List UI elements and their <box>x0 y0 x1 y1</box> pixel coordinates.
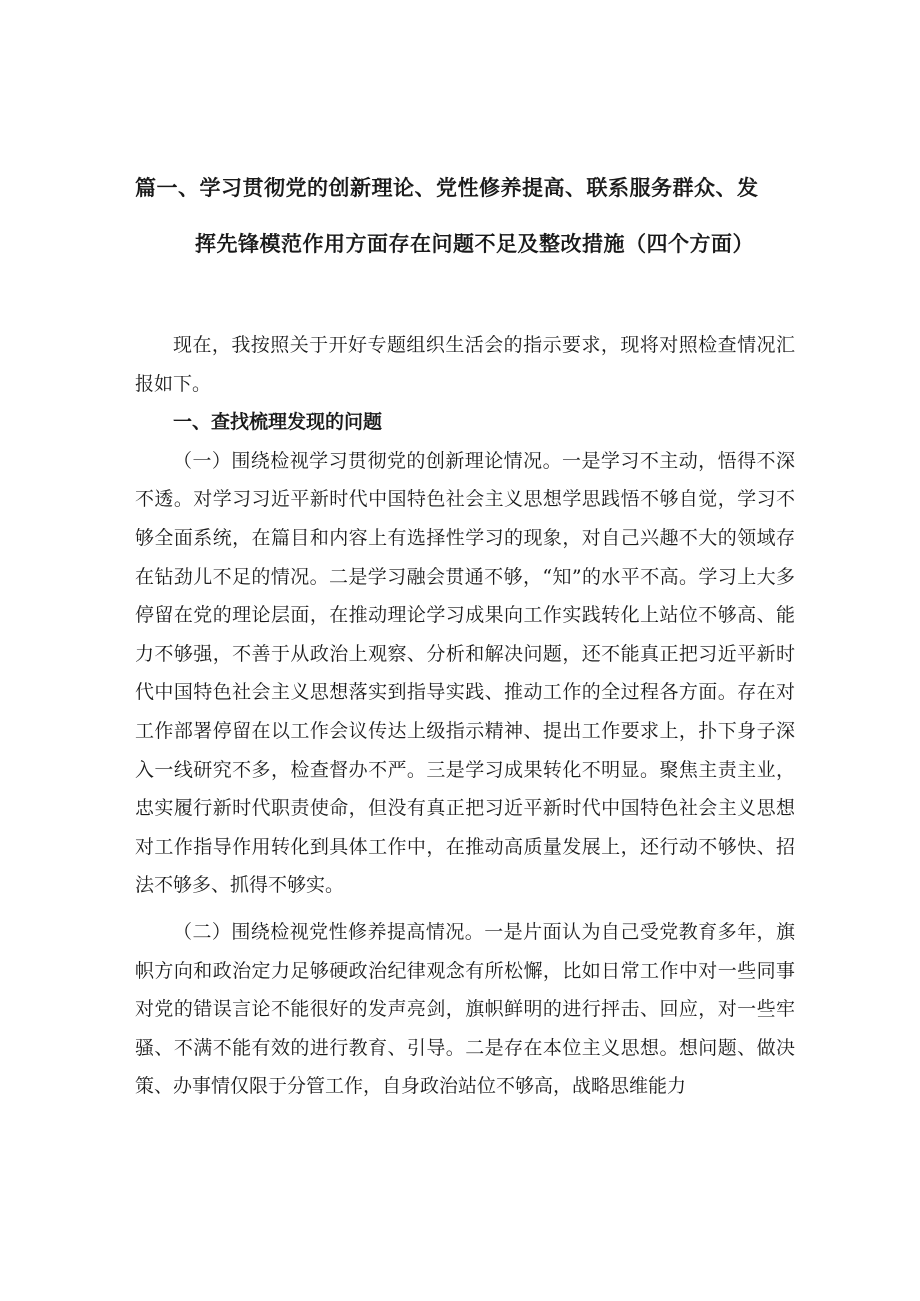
document-body <box>135 326 795 1106</box>
section-heading-1: 一、查找梳理发现的问题 <box>173 411 383 434</box>
paragraph-2: （二）围绕检视党性修养提高情况。一是片面认为自己受党教育多年，旗帜方向和政治定力足够硬政治纪律观念有所松懈，比如日常工作中对一些同事对党的错误言论不能很好的发声亮剑，旗帜鲜明的进行抨击、回应，对一些牢骚、不满不能有效的进行教育、引导。二是存在本位主义思想。想问题、做决策、办事情仅限于分管工作，自身政治站位不够高，战略思维能力 <box>135 920 795 1098</box>
intro-paragraph: 现在，我按照关于开好专题组织生活会的指示要求，现将对照检查情况汇报如下。 <box>135 334 795 395</box>
paragraph-1: （一）围绕检视学习贯彻党的创新理论情况。一是学习不主动，悟得不深不透。对学习习近平新时代中国特色社会主义思想学思践悟不够自觉，学习不够全面系统，在篇目和内容上有选择性学习的现象，对自己兴趣不大的领域存在钻劲儿不足的情况。二是学习融会贯通不够，“知”的水平不高。学习上大多停留在党的理论层面，在推动理论学习成果向工作实践转化上站位不够高、能力不够强，不善于从政治上观察、分析和解决问题，还不能真正把习近平新时代中国特色社会主义思想落实到指导实践、推动工作的全过程各方面。存在对工作部署停留在以工作会议传达上级指示精神、提出工作要求上，扑下身子深入一线研究不多，检查督办不严。三是学习成果转化不明显。聚焦主责主业，忠实履行新时代职责使命，但没有真正把习近平新时代中国特色社会主义思想对工作指导作用转化到具体工作中，在推动高质量发展上，还行动不够快、招法不够多、抓得不够实。 <box>135 449 795 897</box>
document-title-line-1: 篇一、学习贯彻党的创新理论、党性修养提高、联系服务群众、发 <box>135 176 759 200</box>
document-title-line-2: 挥先锋模范作用方面存在问题不足及整改措施（四个方面） <box>195 232 754 256</box>
